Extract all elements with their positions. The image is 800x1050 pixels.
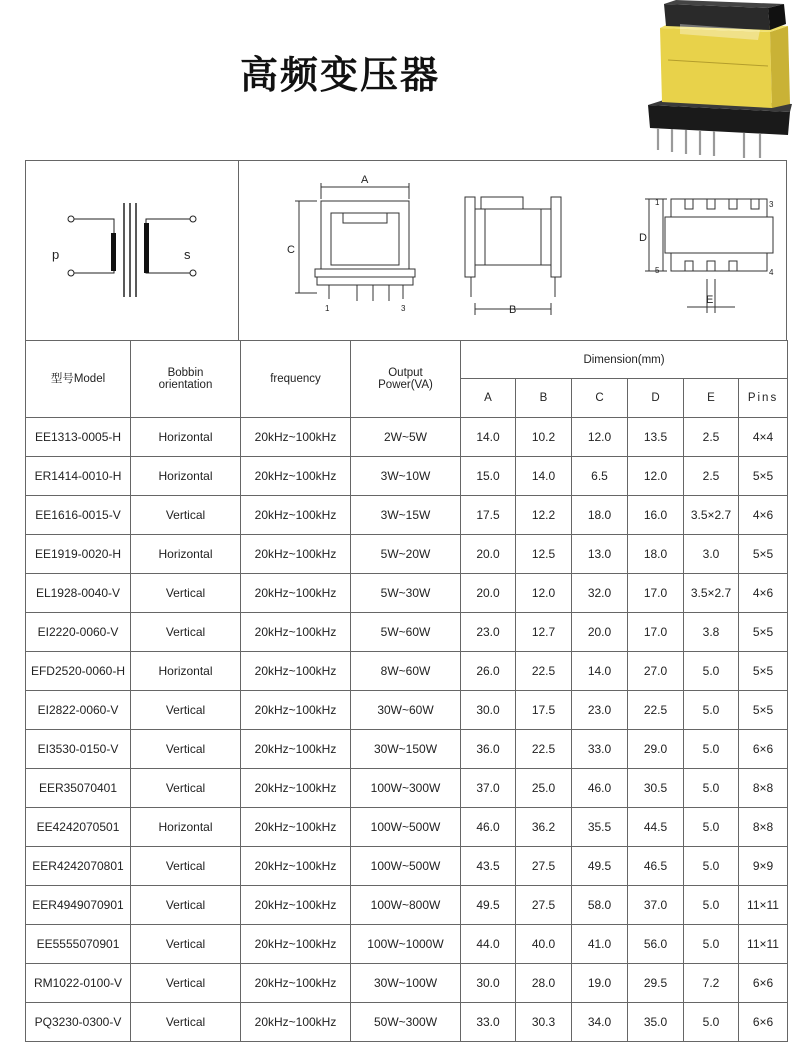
cell-power: 2W~5W — [351, 418, 461, 457]
cell-bobbin: Vertical — [131, 496, 241, 535]
cell-dim-e: 7.2 — [684, 964, 739, 1003]
cell-model: EE5555070901 — [26, 925, 131, 964]
cell-dim-d: 29.0 — [628, 730, 684, 769]
cell-pins: 9×9 — [739, 847, 788, 886]
cell-frequency: 20kHz~100kHz — [241, 1003, 351, 1042]
diagram-panel — [25, 160, 787, 340]
cell-dim-d: 35.0 — [628, 1003, 684, 1042]
cell-dim-c: 32.0 — [572, 574, 628, 613]
cell-dim-d: 13.5 — [628, 418, 684, 457]
cell-pins: 5×5 — [739, 652, 788, 691]
cell-model: EER4949070901 — [26, 886, 131, 925]
cell-dim-c: 14.0 — [572, 652, 628, 691]
cell-dim-e: 5.0 — [684, 847, 739, 886]
cell-frequency: 20kHz~100kHz — [241, 886, 351, 925]
cell-frequency: 20kHz~100kHz — [241, 964, 351, 1003]
cell-bobbin: Vertical — [131, 769, 241, 808]
table-row — [26, 418, 788, 457]
front-pin-3-label: 3 — [401, 304, 406, 313]
cell-dim-b: 22.5 — [516, 730, 572, 769]
table-row — [26, 925, 788, 964]
cell-bobbin: Vertical — [131, 964, 241, 1003]
cell-frequency: 20kHz~100kHz — [241, 613, 351, 652]
header-dimension: Dimension(mm) — [461, 341, 788, 379]
cell-model: EER35070401 — [26, 769, 131, 808]
cell-pins: 11×11 — [739, 886, 788, 925]
cell-power: 30W~100W — [351, 964, 461, 1003]
cell-dim-d: 30.5 — [628, 769, 684, 808]
cell-frequency: 20kHz~100kHz — [241, 418, 351, 457]
cell-dim-b: 12.0 — [516, 574, 572, 613]
cell-pins: 6×6 — [739, 1003, 788, 1042]
dim-b-label: B — [509, 304, 517, 316]
cell-bobbin: Horizontal — [131, 808, 241, 847]
cell-dim-d: 17.0 — [628, 574, 684, 613]
cell-model: EE1616-0015-V — [26, 496, 131, 535]
cell-dim-d: 22.5 — [628, 691, 684, 730]
cell-frequency: 20kHz~100kHz — [241, 847, 351, 886]
header-dim-a: A — [461, 379, 516, 418]
primary-label: p — [52, 247, 60, 262]
cell-power: 5W~60W — [351, 613, 461, 652]
cell-dim-a: 20.0 — [461, 574, 516, 613]
cell-dim-c: 23.0 — [572, 691, 628, 730]
cell-dim-c: 18.0 — [572, 496, 628, 535]
header-bobbin — [131, 341, 241, 418]
cell-power: 100W~500W — [351, 808, 461, 847]
bottom-pin-3-label: 3 — [769, 200, 774, 209]
cell-dim-e: 2.5 — [684, 457, 739, 496]
cell-pins: 8×8 — [739, 808, 788, 847]
cell-model: EL1928-0040-V — [26, 574, 131, 613]
cell-dim-d: 56.0 — [628, 925, 684, 964]
cell-frequency: 20kHz~100kHz — [241, 925, 351, 964]
cell-dim-e: 5.0 — [684, 691, 739, 730]
cell-pins: 5×5 — [739, 535, 788, 574]
table-row — [26, 652, 788, 691]
cell-dim-e: 5.0 — [684, 925, 739, 964]
cell-dim-e: 5.0 — [684, 769, 739, 808]
cell-dim-a: 23.0 — [461, 613, 516, 652]
cell-power: 5W~30W — [351, 574, 461, 613]
cell-dim-b: 28.0 — [516, 964, 572, 1003]
cell-power: 100W~800W — [351, 886, 461, 925]
dim-c-label: C — [287, 244, 295, 256]
cell-dim-d: 27.0 — [628, 652, 684, 691]
cell-dim-c: 33.0 — [572, 730, 628, 769]
cell-dim-c: 49.5 — [572, 847, 628, 886]
cell-pins: 6×6 — [739, 730, 788, 769]
cell-dim-d: 44.5 — [628, 808, 684, 847]
cell-dim-c: 46.0 — [572, 769, 628, 808]
cell-dim-b: 12.5 — [516, 535, 572, 574]
cell-dim-d: 18.0 — [628, 535, 684, 574]
cell-dim-c: 13.0 — [572, 535, 628, 574]
cell-dim-b: 17.5 — [516, 691, 572, 730]
cell-dim-d: 46.5 — [628, 847, 684, 886]
cell-pins: 4×4 — [739, 418, 788, 457]
cell-frequency: 20kHz~100kHz — [241, 730, 351, 769]
header-model: 型号Model — [26, 341, 131, 418]
cell-dim-d: 16.0 — [628, 496, 684, 535]
header-dim-e: E — [684, 379, 739, 418]
cell-dim-c: 35.5 — [572, 808, 628, 847]
dim-a-label: A — [361, 174, 369, 186]
header-dim-c: C — [572, 379, 628, 418]
cell-bobbin: Vertical — [131, 925, 241, 964]
cell-power: 50W~300W — [351, 1003, 461, 1042]
cell-dim-e: 2.5 — [684, 418, 739, 457]
front-pin-1-label: 1 — [325, 304, 330, 313]
cell-dim-e: 3.5×2.7 — [684, 574, 739, 613]
cell-pins: 6×6 — [739, 964, 788, 1003]
cell-dim-a: 49.5 — [461, 886, 516, 925]
cell-dim-c: 58.0 — [572, 886, 628, 925]
cell-power: 30W~150W — [351, 730, 461, 769]
dim-d-label: D — [639, 232, 647, 244]
spec-table — [25, 340, 788, 1042]
cell-dim-a: 15.0 — [461, 457, 516, 496]
cell-dim-d: 12.0 — [628, 457, 684, 496]
cell-pins: 8×8 — [739, 769, 788, 808]
cell-model: EE4242070501 — [26, 808, 131, 847]
cell-frequency: 20kHz~100kHz — [241, 535, 351, 574]
cell-dim-c: 41.0 — [572, 925, 628, 964]
cell-model: EE1313-0005-H — [26, 418, 131, 457]
cell-dim-b: 36.2 — [516, 808, 572, 847]
table-row — [26, 964, 788, 1003]
cell-dim-a: 46.0 — [461, 808, 516, 847]
cell-power: 100W~1000W — [351, 925, 461, 964]
table-row — [26, 886, 788, 925]
header-power-line2: Power(VA) — [378, 379, 433, 391]
cell-dim-e: 3.5×2.7 — [684, 496, 739, 535]
cell-power: 100W~300W — [351, 769, 461, 808]
cell-bobbin: Vertical — [131, 1003, 241, 1042]
cell-model: EER4242070801 — [26, 847, 131, 886]
cell-bobbin: Vertical — [131, 730, 241, 769]
cell-dim-a: 26.0 — [461, 652, 516, 691]
cell-dim-d: 17.0 — [628, 613, 684, 652]
cell-bobbin: Horizontal — [131, 652, 241, 691]
cell-bobbin: Vertical — [131, 691, 241, 730]
cell-dim-c: 6.5 — [572, 457, 628, 496]
cell-dim-a: 30.0 — [461, 691, 516, 730]
cell-dim-b: 27.5 — [516, 886, 572, 925]
cell-bobbin: Vertical — [131, 847, 241, 886]
cell-dim-b: 10.2 — [516, 418, 572, 457]
bottom-pin-1-label: 1 — [655, 198, 660, 207]
page-title: 高频变压器 — [240, 53, 441, 97]
cell-bobbin: Horizontal — [131, 457, 241, 496]
cell-dim-b: 22.5 — [516, 652, 572, 691]
cell-dim-d: 37.0 — [628, 886, 684, 925]
cell-dim-b: 40.0 — [516, 925, 572, 964]
cell-bobbin: Vertical — [131, 613, 241, 652]
header-dim-d: D — [628, 379, 684, 418]
cell-dim-e: 3.0 — [684, 535, 739, 574]
cell-pins: 11×11 — [739, 925, 788, 964]
table-row — [26, 691, 788, 730]
cell-frequency: 20kHz~100kHz — [241, 574, 351, 613]
cell-dim-e: 5.0 — [684, 808, 739, 847]
cell-dim-e: 5.0 — [684, 652, 739, 691]
bottom-pin-5-label: 5 — [655, 266, 660, 275]
cell-dim-c: 20.0 — [572, 613, 628, 652]
cell-power: 3W~15W — [351, 496, 461, 535]
header-dim-b: B — [516, 379, 572, 418]
table-row — [26, 613, 788, 652]
cell-model: EI3530-0150-V — [26, 730, 131, 769]
cell-dim-e: 3.8 — [684, 613, 739, 652]
cell-frequency: 20kHz~100kHz — [241, 652, 351, 691]
table-row — [26, 847, 788, 886]
cell-dim-c: 12.0 — [572, 418, 628, 457]
cell-model: EI2822-0060-V — [26, 691, 131, 730]
cell-dim-a: 36.0 — [461, 730, 516, 769]
cell-dim-a: 43.5 — [461, 847, 516, 886]
transformer-photo — [640, 0, 800, 160]
table-row — [26, 769, 788, 808]
cell-model: EI2220-0060-V — [26, 613, 131, 652]
cell-model: RM1022-0100-V — [26, 964, 131, 1003]
cell-model: ER1414-0010-H — [26, 457, 131, 496]
cell-bobbin: Vertical — [131, 886, 241, 925]
cell-bobbin: Vertical — [131, 574, 241, 613]
cell-dim-d: 29.5 — [628, 964, 684, 1003]
table-row — [26, 535, 788, 574]
cell-power: 5W~20W — [351, 535, 461, 574]
cell-pins: 5×5 — [739, 457, 788, 496]
header-power — [351, 341, 461, 418]
cell-frequency: 20kHz~100kHz — [241, 769, 351, 808]
cell-pins: 4×6 — [739, 574, 788, 613]
table-row — [26, 457, 788, 496]
table-row — [26, 496, 788, 535]
cell-pins: 5×5 — [739, 613, 788, 652]
cell-bobbin: Horizontal — [131, 418, 241, 457]
cell-dim-a: 17.5 — [461, 496, 516, 535]
cell-dim-a: 37.0 — [461, 769, 516, 808]
spec-table-body — [26, 418, 788, 1042]
header-power-line1: Output — [388, 367, 423, 379]
table-row — [26, 574, 788, 613]
header-pins: Pins — [739, 379, 788, 418]
bottom-pin-4-label: 4 — [769, 268, 774, 277]
table-row — [26, 730, 788, 769]
cell-model: PQ3230-0300-V — [26, 1003, 131, 1042]
cell-power: 100W~500W — [351, 847, 461, 886]
cell-dim-e: 5.0 — [684, 1003, 739, 1042]
cell-power: 3W~10W — [351, 457, 461, 496]
cell-frequency: 20kHz~100kHz — [241, 457, 351, 496]
secondary-label: s — [184, 247, 191, 262]
cell-dim-b: 27.5 — [516, 847, 572, 886]
cell-dim-a: 20.0 — [461, 535, 516, 574]
cell-frequency: 20kHz~100kHz — [241, 691, 351, 730]
cell-dim-b: 25.0 — [516, 769, 572, 808]
cell-frequency: 20kHz~100kHz — [241, 496, 351, 535]
transformer-schematic — [26, 161, 238, 341]
cell-dim-e: 5.0 — [684, 886, 739, 925]
cell-dim-a: 14.0 — [461, 418, 516, 457]
cell-model: EE1919-0020-H — [26, 535, 131, 574]
header-bobbin-line2: orientation — [158, 379, 213, 391]
cell-power: 8W~60W — [351, 652, 461, 691]
cell-dim-b: 14.0 — [516, 457, 572, 496]
cell-model: EFD2520-0060-H — [26, 652, 131, 691]
dim-e-label: E — [706, 294, 714, 306]
cell-dim-b: 12.2 — [516, 496, 572, 535]
cell-dim-a: 33.0 — [461, 1003, 516, 1042]
cell-frequency: 20kHz~100kHz — [241, 808, 351, 847]
cell-pins: 5×5 — [739, 691, 788, 730]
header-bobbin-line1: Bobbin — [167, 367, 204, 379]
cell-pins: 4×6 — [739, 496, 788, 535]
cell-power: 30W~60W — [351, 691, 461, 730]
cell-bobbin: Horizontal — [131, 535, 241, 574]
table-row — [26, 808, 788, 847]
cell-dim-b: 12.7 — [516, 613, 572, 652]
header-frequency: frequency — [241, 341, 351, 418]
cell-dim-e: 5.0 — [684, 730, 739, 769]
dimension-drawings — [239, 161, 788, 341]
table-row — [26, 1003, 788, 1042]
cell-dim-c: 34.0 — [572, 1003, 628, 1042]
cell-dim-c: 19.0 — [572, 964, 628, 1003]
cell-dim-a: 30.0 — [461, 964, 516, 1003]
cell-dim-a: 44.0 — [461, 925, 516, 964]
cell-dim-b: 30.3 — [516, 1003, 572, 1042]
